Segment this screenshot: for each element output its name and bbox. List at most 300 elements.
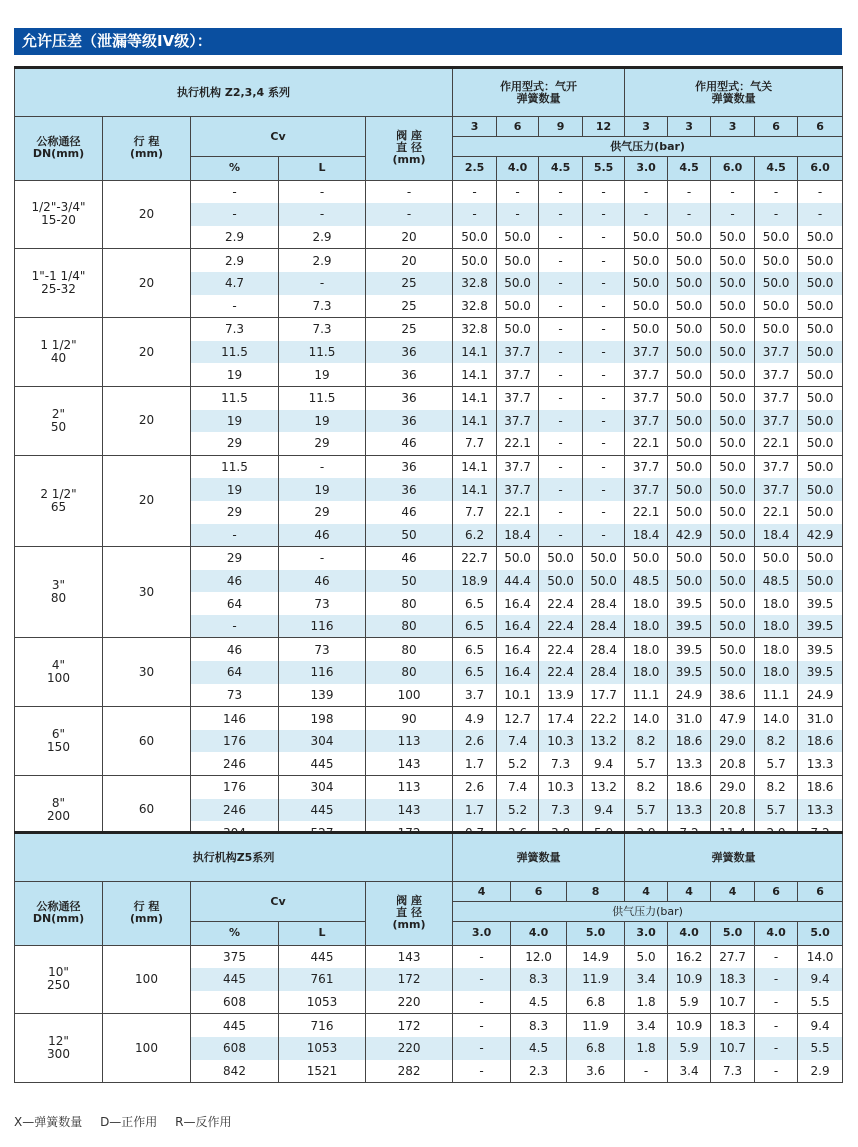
table-cell: 10.7 xyxy=(711,1037,755,1060)
spring-count: 3 xyxy=(453,117,497,137)
supply-pressure: 6.0 xyxy=(798,157,843,181)
table-cell: 50.0 xyxy=(583,570,625,593)
table-cell: 19 xyxy=(279,363,366,386)
table-cell: 50.0 xyxy=(798,226,843,249)
table-cell: 50.0 xyxy=(755,295,798,318)
table-cell: - xyxy=(453,180,497,203)
table-cell: - xyxy=(453,945,511,968)
table-cell: 18.0 xyxy=(625,661,668,684)
supply-pressure: 3.0 xyxy=(625,922,668,946)
table-cell: 6.2 xyxy=(453,524,497,547)
table-cell: 39.5 xyxy=(798,638,843,661)
table-cell: 22.2 xyxy=(583,707,625,730)
table-cell: 5.2 xyxy=(497,752,539,775)
table-cell: 16.4 xyxy=(497,661,539,684)
table-cell: 50.0 xyxy=(711,478,755,501)
table-cell: 7.3 xyxy=(279,295,366,318)
table-cell: 1.7 xyxy=(453,799,497,822)
table-cell: 11.5 xyxy=(279,386,366,409)
table-row xyxy=(15,776,843,799)
nominal-diameter: 2" 50 xyxy=(15,386,103,455)
stroke-value: 100 xyxy=(103,1014,191,1083)
table-cell: 11.1 xyxy=(625,684,668,707)
table-cell: 36 xyxy=(366,341,453,364)
table-cell: 13.3 xyxy=(668,752,711,775)
table-cell: 14.1 xyxy=(453,386,497,409)
spring-count: 4 xyxy=(625,882,668,902)
table-cell: - xyxy=(583,455,625,478)
table-cell: 8.3 xyxy=(511,968,567,991)
col-cv: Cv xyxy=(191,882,366,922)
table-cell: 18.4 xyxy=(497,524,539,547)
table-cell: 50.0 xyxy=(798,547,843,570)
table-cell: 50 xyxy=(366,524,453,547)
table-cell: 13.2 xyxy=(583,730,625,753)
supply-pressure: 5.5 xyxy=(583,157,625,181)
table-cell: 6.5 xyxy=(453,592,497,615)
spring-count: 6 xyxy=(497,117,539,137)
stroke-value: 20 xyxy=(103,455,191,546)
table-cell: 39.5 xyxy=(668,638,711,661)
table-cell: - xyxy=(539,249,583,272)
table-cell: 39.5 xyxy=(668,592,711,615)
table-cell: - xyxy=(539,318,583,341)
table-cell: 13.3 xyxy=(798,799,843,822)
table-cell: 37.7 xyxy=(625,410,668,433)
table-cell: 50.0 xyxy=(798,363,843,386)
nominal-diameter: 1 1/2" 40 xyxy=(15,318,103,387)
table-cell: 50.0 xyxy=(625,272,668,295)
table-cell: 50.0 xyxy=(798,455,843,478)
table-cell: - xyxy=(668,203,711,226)
table-cell: 1.7 xyxy=(453,752,497,775)
table-cell: 16.2 xyxy=(668,945,711,968)
table-cell: 36 xyxy=(366,478,453,501)
table-cell: 31.0 xyxy=(798,707,843,730)
supply-pressure: 4.0 xyxy=(497,157,539,181)
table-cell: 50.0 xyxy=(798,432,843,455)
table-cell: 20 xyxy=(366,249,453,272)
table-cell: 7.4 xyxy=(497,776,539,799)
table-cell: 50.0 xyxy=(711,363,755,386)
spring-count: 6 xyxy=(755,882,798,902)
springs-label-open: 弹簧数量 xyxy=(453,833,625,882)
table-cell: 50.0 xyxy=(711,295,755,318)
table-cell: 143 xyxy=(366,945,453,968)
table-cell: 50.0 xyxy=(668,363,711,386)
table-cell: 22.1 xyxy=(497,432,539,455)
supply-pressure: 4.5 xyxy=(755,157,798,181)
table-cell: 18.0 xyxy=(625,615,668,638)
table-cell: 20 xyxy=(366,226,453,249)
table-cell: 19 xyxy=(191,410,279,433)
nominal-diameter: 2 1/2" 65 xyxy=(15,455,103,546)
table-cell: - xyxy=(191,295,279,318)
table-cell: 28.4 xyxy=(583,615,625,638)
table-cell: - xyxy=(191,203,279,226)
table-cell: 18.6 xyxy=(668,776,711,799)
table-cell: 37.7 xyxy=(497,478,539,501)
table-cell: 1053 xyxy=(279,1037,366,1060)
col-seat: 阀 座 直 径 (mm) xyxy=(366,882,453,946)
table-cell: 50.0 xyxy=(497,272,539,295)
col-cv-l: L xyxy=(279,157,366,181)
table-cell: 39.5 xyxy=(798,592,843,615)
table-cell: 445 xyxy=(191,1014,279,1037)
table-cell: 48.5 xyxy=(625,570,668,593)
nominal-diameter: 3" 80 xyxy=(15,547,103,638)
supply-pressure: 5.0 xyxy=(711,922,755,946)
table-cell: 25 xyxy=(366,272,453,295)
nominal-diameter: 12" 300 xyxy=(15,1014,103,1083)
table-cell: 31.0 xyxy=(668,707,711,730)
table-cell: 73 xyxy=(191,684,279,707)
table-row xyxy=(15,547,843,570)
table-cell: 50.0 xyxy=(625,249,668,272)
supply-pressure: 4.5 xyxy=(668,157,711,181)
table-cell: 8.2 xyxy=(755,776,798,799)
table-row xyxy=(15,249,843,272)
table-cell: 7.3 xyxy=(539,752,583,775)
table-cell: 25 xyxy=(366,318,453,341)
table-cell: 304 xyxy=(279,776,366,799)
table-cell: 50.0 xyxy=(668,455,711,478)
table-cell: - xyxy=(583,295,625,318)
table-cell: 50.0 xyxy=(668,501,711,524)
table-cell: - xyxy=(539,295,583,318)
table-cell: 50.0 xyxy=(755,249,798,272)
table-cell: 50.0 xyxy=(453,249,497,272)
table-cell: - xyxy=(668,180,711,203)
table-cell: 46 xyxy=(366,501,453,524)
table-row xyxy=(15,638,843,661)
table-cell: 50.0 xyxy=(798,501,843,524)
table-cell: 12.7 xyxy=(497,707,539,730)
stroke-value: 60 xyxy=(103,776,191,845)
table-cell: 50.0 xyxy=(798,272,843,295)
table-cell: - xyxy=(366,203,453,226)
table-cell: 14.0 xyxy=(798,945,843,968)
table-cell: - xyxy=(755,968,798,991)
table-cell: 304 xyxy=(279,730,366,753)
table-cell: 64 xyxy=(191,661,279,684)
table-cell: - xyxy=(625,1060,668,1083)
table-cell: 37.7 xyxy=(625,363,668,386)
table-cell: 32.8 xyxy=(453,318,497,341)
table-cell: 47.9 xyxy=(711,707,755,730)
col-cv-pct: % xyxy=(191,922,279,946)
table-cell: 2.3 xyxy=(511,1060,567,1083)
table-cell: 50.0 xyxy=(798,478,843,501)
table-cell: 5.7 xyxy=(755,752,798,775)
supply-pressure: 3.0 xyxy=(625,157,668,181)
table-cell: 20.8 xyxy=(711,799,755,822)
table-cell: 50.0 xyxy=(668,386,711,409)
table-cell: 80 xyxy=(366,615,453,638)
table-cell: - xyxy=(798,203,843,226)
table-cell: 14.1 xyxy=(453,341,497,364)
table-cell: 14.9 xyxy=(567,945,625,968)
table-cell: 14.0 xyxy=(755,707,798,730)
footnote-d: D—正作用 xyxy=(100,1115,158,1129)
table-cell: 6.5 xyxy=(453,638,497,661)
table-cell: 50.0 xyxy=(497,295,539,318)
table-cell: 5.9 xyxy=(668,1037,711,1060)
table-cell: 18.0 xyxy=(755,661,798,684)
stroke-value: 20 xyxy=(103,386,191,455)
table-cell: 2.6 xyxy=(453,776,497,799)
table-cell: 29 xyxy=(191,432,279,455)
table-cell: 4.5 xyxy=(511,991,567,1014)
table-cell: 24.9 xyxy=(668,684,711,707)
table-cell: 32.8 xyxy=(453,272,497,295)
table-cell: 50 xyxy=(366,570,453,593)
table-cell: - xyxy=(453,1060,511,1083)
table-cell: 18.6 xyxy=(668,730,711,753)
table-cell: 12.0 xyxy=(511,945,567,968)
table-cell: 2.9 xyxy=(191,226,279,249)
table-cell: 19 xyxy=(279,410,366,433)
table-cell: 3.4 xyxy=(668,1060,711,1083)
spring-count: 3 xyxy=(668,117,711,137)
table-cell: 50.0 xyxy=(711,615,755,638)
table-cell: - xyxy=(711,180,755,203)
supply-pressure: 4.5 xyxy=(539,157,583,181)
table-cell: 50.0 xyxy=(798,341,843,364)
table-cell: 50.0 xyxy=(711,226,755,249)
table-cell: 50.0 xyxy=(711,661,755,684)
table-cell: 50.0 xyxy=(539,570,583,593)
table-cell: 761 xyxy=(279,968,366,991)
table-cell: - xyxy=(583,410,625,433)
table-cell: 50.0 xyxy=(668,570,711,593)
footnote-r: R—反作用 xyxy=(175,1115,232,1129)
table-cell: 4.7 xyxy=(191,272,279,295)
table-cell: 11.5 xyxy=(191,341,279,364)
table-cell: 375 xyxy=(191,945,279,968)
table-cell: 50.0 xyxy=(625,318,668,341)
table-cell: 73 xyxy=(279,638,366,661)
table-cell: 18.3 xyxy=(711,1014,755,1037)
table-cell: - xyxy=(625,203,668,226)
table-cell: - xyxy=(279,180,366,203)
table-cell: 176 xyxy=(191,730,279,753)
table-cell: 8.2 xyxy=(625,776,668,799)
table-cell: 24.9 xyxy=(798,684,843,707)
table-cell: 36 xyxy=(366,363,453,386)
table-cell: 20.8 xyxy=(711,752,755,775)
table-cell: 37.7 xyxy=(497,363,539,386)
table-cell: 10.9 xyxy=(668,968,711,991)
nominal-diameter: 1"-1 1/4" 25-32 xyxy=(15,249,103,318)
table-cell: 8.2 xyxy=(625,730,668,753)
table-cell: - xyxy=(583,203,625,226)
table-cell: 18.3 xyxy=(711,968,755,991)
table-cell: 18.4 xyxy=(625,524,668,547)
table-cell: 29.0 xyxy=(711,730,755,753)
table-cell: 50.0 xyxy=(711,570,755,593)
supply-pressure: 5.0 xyxy=(567,922,625,946)
table-cell: 1.8 xyxy=(625,991,668,1014)
mode-close-label: 作用型式：气关 弹簧数量 xyxy=(625,68,843,117)
table-cell: - xyxy=(279,547,366,570)
table-cell: 18.6 xyxy=(798,730,843,753)
table-cell: 19 xyxy=(191,478,279,501)
table-cell: 50.0 xyxy=(755,272,798,295)
table-cell: 22.4 xyxy=(539,592,583,615)
table-cell: 7.7 xyxy=(453,432,497,455)
table-cell: - xyxy=(539,386,583,409)
table-cell: 11.5 xyxy=(191,386,279,409)
table-cell: 28.4 xyxy=(583,592,625,615)
table-cell: 28.4 xyxy=(583,638,625,661)
table-cell: 39.5 xyxy=(668,615,711,638)
table-cell: - xyxy=(583,432,625,455)
table-cell: 10.1 xyxy=(497,684,539,707)
table-cell: 716 xyxy=(279,1014,366,1037)
table-cell: 13.3 xyxy=(798,752,843,775)
table-cell: 2.9 xyxy=(279,226,366,249)
col-dn: 公称通径 DN(mm) xyxy=(15,882,103,946)
table-cell: 90 xyxy=(366,707,453,730)
table-cell: 6.5 xyxy=(453,661,497,684)
table-cell: 50.0 xyxy=(668,478,711,501)
supply-pressure: 4.0 xyxy=(511,922,567,946)
table-cell: 113 xyxy=(366,730,453,753)
table-cell: 5.5 xyxy=(798,1037,843,1060)
table-cell: 14.1 xyxy=(453,455,497,478)
supply-pressure: 5.0 xyxy=(798,922,843,946)
stroke-value: 60 xyxy=(103,707,191,776)
table-cell: 25 xyxy=(366,295,453,318)
nominal-diameter: 6" 150 xyxy=(15,707,103,776)
table-cell: 28.4 xyxy=(583,661,625,684)
table-cell: 16.4 xyxy=(497,615,539,638)
table-cell: 50.0 xyxy=(711,638,755,661)
table-cell: 46 xyxy=(366,547,453,570)
col-cv: Cv xyxy=(191,117,366,157)
table-cell: 10.9 xyxy=(668,1014,711,1037)
table-cell: 7.3 xyxy=(279,318,366,341)
table-cell: 22.7 xyxy=(453,547,497,570)
table-cell: 9.4 xyxy=(798,968,843,991)
table-cell: 14.0 xyxy=(625,707,668,730)
table-cell: 6.5 xyxy=(453,615,497,638)
table-cell: 9.4 xyxy=(583,799,625,822)
table-cell: 18.0 xyxy=(625,592,668,615)
table-cell: 18.0 xyxy=(625,638,668,661)
table-cell: - xyxy=(191,524,279,547)
pressure-table-z5 xyxy=(14,831,843,1083)
table-cell: - xyxy=(583,386,625,409)
table-cell: 6.8 xyxy=(567,991,625,1014)
table-cell: 50.0 xyxy=(711,455,755,478)
table-cell: 22.1 xyxy=(625,501,668,524)
table-cell: 29 xyxy=(279,501,366,524)
table-cell: 37.7 xyxy=(755,386,798,409)
table-cell: 19 xyxy=(279,478,366,501)
table-row xyxy=(15,707,843,730)
spring-count: 6 xyxy=(798,882,843,902)
col-cv-l: L xyxy=(279,922,366,946)
table-cell: 7.7 xyxy=(453,501,497,524)
table-cell: 50.0 xyxy=(668,249,711,272)
table-cell: 22.1 xyxy=(755,432,798,455)
table-cell: 50.0 xyxy=(497,226,539,249)
table-cell: 29 xyxy=(191,547,279,570)
table-cell: 198 xyxy=(279,707,366,730)
table-cell: 19 xyxy=(191,363,279,386)
table-cell: - xyxy=(583,318,625,341)
col-stroke: 行 程 (mm) xyxy=(103,117,191,181)
table-cell: - xyxy=(539,432,583,455)
table-cell: 50.0 xyxy=(497,249,539,272)
spring-count: 8 xyxy=(567,882,625,902)
table-cell: - xyxy=(497,180,539,203)
table-cell: 37.7 xyxy=(755,455,798,478)
table-cell: - xyxy=(539,272,583,295)
table-cell: 608 xyxy=(191,991,279,1014)
table-cell: 64 xyxy=(191,592,279,615)
page-title: 允许压差（泄漏等级IV级）： xyxy=(14,28,842,55)
table-cell: 11.1 xyxy=(755,684,798,707)
table-cell: 50.0 xyxy=(625,226,668,249)
table-cell: 80 xyxy=(366,592,453,615)
table-cell: - xyxy=(453,991,511,1014)
table-cell: 50.0 xyxy=(711,501,755,524)
table-cell: 220 xyxy=(366,991,453,1014)
table-cell: - xyxy=(539,455,583,478)
table-cell: 50.0 xyxy=(497,547,539,570)
table-cell: 18.0 xyxy=(755,592,798,615)
col-seat: 阀 座 直 径 (mm) xyxy=(366,117,453,181)
table-cell: 7.3 xyxy=(711,1060,755,1083)
table-cell: 37.7 xyxy=(755,410,798,433)
supply-pressure: 4.0 xyxy=(668,922,711,946)
table-cell: 18.0 xyxy=(755,615,798,638)
table-cell: - xyxy=(583,249,625,272)
table-cell: 46 xyxy=(279,570,366,593)
spring-count: 4 xyxy=(711,882,755,902)
table-cell: 37.7 xyxy=(497,386,539,409)
table-cell: 17.4 xyxy=(539,707,583,730)
table-cell: 73 xyxy=(279,592,366,615)
table-cell: 50.0 xyxy=(668,432,711,455)
table-cell: 80 xyxy=(366,661,453,684)
table-cell: - xyxy=(497,203,539,226)
table-cell: 3.7 xyxy=(453,684,497,707)
table-cell: 37.7 xyxy=(625,455,668,478)
table-cell: 22.4 xyxy=(539,638,583,661)
table-cell: 37.7 xyxy=(755,478,798,501)
table-cell: 27.7 xyxy=(711,945,755,968)
table-cell: 22.4 xyxy=(539,661,583,684)
table-cell: 445 xyxy=(279,945,366,968)
table-cell: - xyxy=(755,1014,798,1037)
table-cell: 7.3 xyxy=(191,318,279,341)
table-cell: 50.0 xyxy=(668,410,711,433)
table-cell: 50.0 xyxy=(798,295,843,318)
table-cell: - xyxy=(583,478,625,501)
table-cell: 37.7 xyxy=(497,341,539,364)
table-cell: - xyxy=(625,180,668,203)
table-cell: 29 xyxy=(279,432,366,455)
footnote-x: X—弹簧数量 xyxy=(14,1115,83,1129)
spring-count: 3 xyxy=(711,117,755,137)
table-cell: - xyxy=(583,226,625,249)
footnote xyxy=(14,1113,245,1130)
table-cell: 46 xyxy=(191,638,279,661)
